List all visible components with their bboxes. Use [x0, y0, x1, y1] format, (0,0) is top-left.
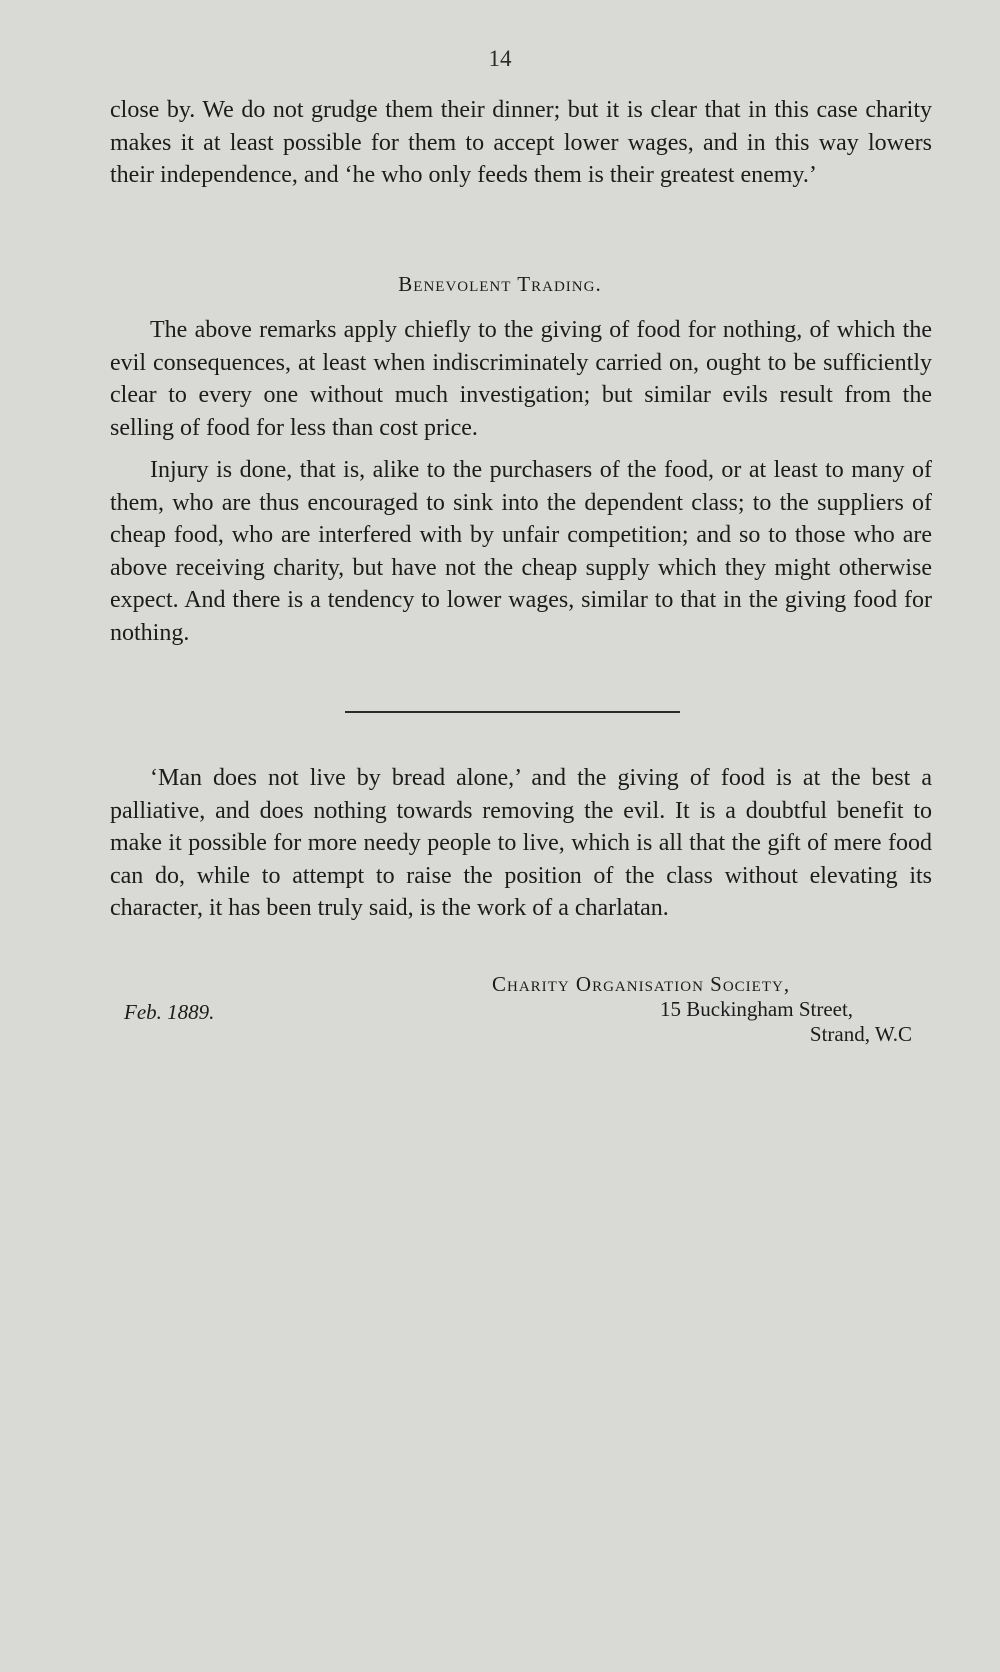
- benevolent-trading-paragraph-1: [110, 314, 932, 444]
- bleed-through-texture: [110, 1060, 930, 1620]
- document-date: Feb. 1889.: [124, 1000, 215, 1024]
- section-divider-rule: [345, 711, 680, 713]
- intro-paragraph-text: close by. We do not grudge them their dinner; but it is clear that in this case charity makes it at least possible for them to accept lower wages, and in this way lowers their independence, and ‘he who only feeds them is their greatest enemy.’: [110, 97, 932, 188]
- benevolent-trading-paragraph-1-text: The above remarks apply chiefly to the giving of food for nothing, of which the evil consequences, at least when indiscriminately carried on, ought to be sufficiently clear to every one without much investigation; but similar evils result from the selling of food for less than cost price.: [110, 317, 932, 441]
- intro-paragraph: [110, 94, 932, 192]
- signature-block: [492, 972, 912, 1047]
- benevolent-trading-paragraph-2-text: Injury is done, that is, alike to the purchasers of the food, or at least to many of them, who are thus encouraged to sink into the dependent class; to the suppliers of cheap food, who are interfered with by unfair competition; and so to those who are above receiving charity, but have not the cheap supply which they might otherwise expect. And there is a tendency to lower wages, similar to that in the giving food for nothing.: [110, 457, 932, 646]
- signature-city: Strand, W.C: [809, 1022, 912, 1046]
- signature-organisation: Charity Organisation Society,: [492, 972, 791, 996]
- page-number: 14: [488, 46, 512, 71]
- closing-paragraph-text: ‘Man does not live by bread alone,’ and the giving of food is at the best a palliative, and does nothing towards removing the evil. It is a doubtful benefit to make it possible for more needy people to live, which is all that the gift of mere food can do, while to attempt to raise the position of the class without elevating its character, it has been truly said, is the work of a charlatan.: [110, 765, 932, 921]
- signature-street: 15 Buckingham Street,: [660, 997, 854, 1021]
- benevolent-trading-paragraph-2: [110, 454, 932, 649]
- section-heading: Benevolent Trading.: [398, 272, 602, 296]
- closing-paragraph: [110, 762, 932, 925]
